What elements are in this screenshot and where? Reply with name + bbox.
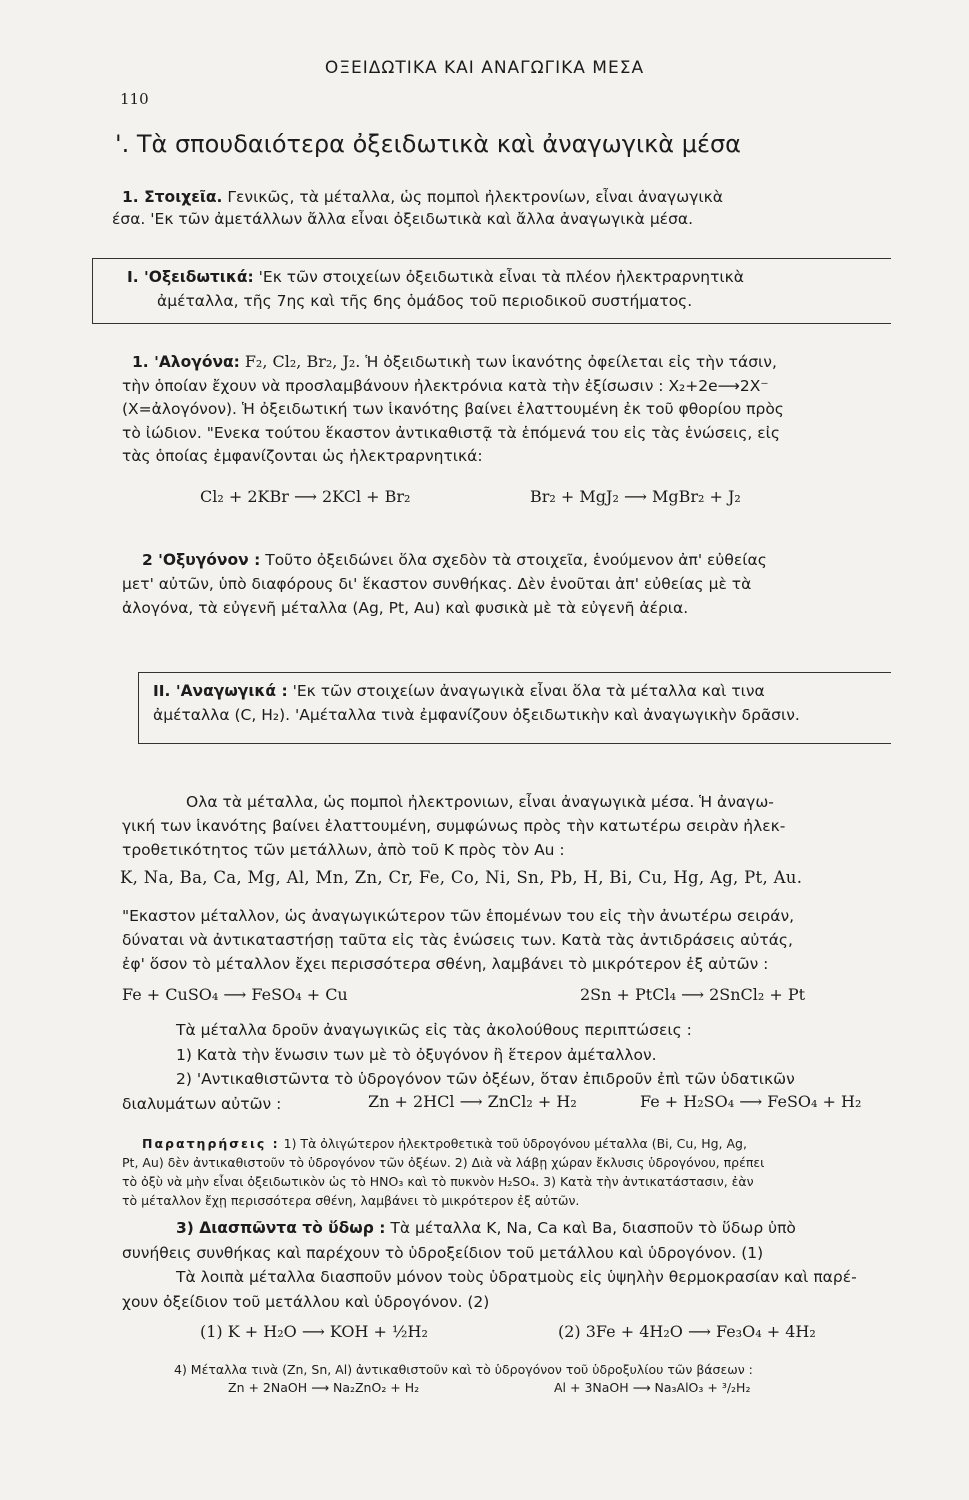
metal-equation-1: Fe + CuSO₄ ⟶ FeSO₄ + Cu: [122, 985, 348, 1004]
halogens-formula: F₂, Cl₂, Br₂, J₂.: [244, 352, 361, 371]
oxidizers-box-text: I. 'Οξειδωτικά: 'Εκ τῶν στοιχείων ὀξειδωτικὰ εἶναι τὰ πλέον ἠλεκτραρνητικὰ ἀμέταλλα, τῆς 7ης καὶ τῆς 6ης ὁμάδος τοῦ περιοδικοῦ συστήματος.: [127, 268, 745, 310]
remarks-note: Παρατηρήσεις : 1) Τὰ ὀλιγώτερον ἠλεκτροθετικὰ τοῦ ὑδρογόνου μέταλλα (Bi, Cu, Hg, Ag, Pt, Au) δὲν ἀντικαθιστοῦν τὸ ὑδρογόνον τῶν ὀξέων. 2) Διὰ νὰ λάβῃ χώραν ἔκλυσις ὑδρογόνου, πρέπει τὸ ὀξὺ νὰ μὴν εἶναι ὀξειδωτικὸν ὡς τὸ HNO₃ καὶ τὸ πυκνὸν H₂SO₄. 3) Κατὰ τὴν ἀντικατάστασιν, ἐὰν τὸ μέταλλον ἔχῃ περισσότερα σθένη, λαμβάνει τὸ μικρότερον ἐξ αὐτῶν.: [122, 1136, 765, 1208]
oxidizers-box: [92, 258, 891, 324]
note-4: 4) Μέταλλα τινὰ (Zn, Sn, Al) ἀντικαθιστοῦν καὶ τὸ ὑδρογόνον τοῦ ὑδροξυλίου τῶν βάσεων :: [174, 1362, 753, 1377]
electrochemical-series: K, Na, Ba, Ca, Mg, Al, Mn, Zn, Cr, Fe, Co, Ni, Sn, Pb, H, Bi, Cu, Hg, Ag, Pt, Au.: [120, 868, 803, 887]
halogen-equation-1: Cl₂ + 2KBr ⟶ 2KCl + Br₂: [200, 487, 411, 506]
acid-equation-2: Fe + H₂SO₄ ⟶ FeSO₄ + H₂: [640, 1092, 862, 1111]
halogens-paragraph: 1. 'Αλογόνα: F₂, Cl₂, Br₂, J₂. Ἡ ὀξειδωτικὴ των ἱκανότης ὀφείλεται εἰς τὴν τάσιν, τὴν ὁποίαν ἔχουν νὰ προσλαμβάνουν ἠλεκτρόνια κατὰ τὴν ἐξίσωσιν : X₂+2e⟶2X⁻ (X=ἀλογόνον). Ἡ ὀξειδωτική των ἱκανότης βαίνει ἐλαττουμένη ἐκ τοῦ φθορίου πρὸς τὸ ἰώδιον. "Ενεκα τούτου ἕκαστον ἀντικαθιστᾷ τὰ ἑπόμενά του εἰς τὰς ἑνώσεις, εἰς τὰς ὁποίας ἐμφανίζονται ὡς ἠλεκτραρνητικά:: [122, 352, 784, 465]
oxygen-paragraph: 2 'Οξυγόνον : Τοῦτο ὀξειδώνει ὅλα σχεδὸν τὰ στοιχεῖα, ἑνούμενον ἀπ' εὐθείας μετ' αὐτῶν, ὑπὸ διαφόρους δι' ἕκαστον συνθήκας. Δὲν ἑνοῦται ἀπ' εὐθείας μὲ τὰ ἀλογόνα, τὰ εὐγενῆ μέταλλα (Ag, Pt, Au) καὶ φυσικὰ μὲ τὰ εὐγενῆ ἀέρια.: [122, 551, 767, 617]
oxidizers-label: I. 'Οξειδωτικά:: [127, 268, 254, 286]
acid-equation-1: Zn + 2HCl ⟶ ZnCl₂ + H₂: [368, 1092, 577, 1111]
elements-label: 1. Στοιχεῖα.: [122, 188, 223, 206]
water-equation-1: (1) K + H₂O ⟶ KOH + ½H₂: [200, 1322, 428, 1341]
section-title: '. Τὰ σπουδαιότερα ὀξειδωτικὰ καὶ ἀναγωγικὰ μέσα: [115, 130, 741, 158]
water-equation-2: (2) 3Fe + 4H₂O ⟶ Fe₃O₄ + 4H₂: [558, 1322, 816, 1341]
metal-equation-2: 2Sn + PtCl₄ ⟶ 2SnCl₂ + Pt: [580, 985, 806, 1004]
elements-line-2: έσα. 'Εκ τῶν ἀμετάλλων ἄλλα εἶναι ὀξειδωτικὰ καὶ ἄλλα ἀναγωγικὰ μέσα.: [112, 210, 694, 228]
metals-paragraph: Ολα τὰ μέταλλα, ὡς πομποὶ ἠλεκτρονιων, εἶναι ἀναγωγικὰ μέσα. Ἡ ἀναγω- γική των ἱκανότης βαίνει ἐλαττουμένη, συμφώνως πρὸς τὴν κατωτέρω σειρὰν ἠλεκ- τροθετικότητος τῶν μετάλλων, ἀπὸ τοῦ K πρὸς τὸν Au :: [122, 793, 786, 859]
base-equation-2: Al + 3NaOH ⟶ Na₃AlO₃ + ³/₂H₂: [554, 1380, 751, 1395]
water-label: 3) Διασπῶντα τὸ ὕδωρ :: [176, 1219, 386, 1237]
oxygen-label: 2 'Οξυγόνον :: [142, 551, 261, 569]
water-paragraph: 3) Διασπῶντα τὸ ὕδωρ : Τὰ μέταλλα K, Na, Ca καὶ Ba, διασποῦν τὸ ὕδωρ ὑπὸ συνήθεις συνθήκας καὶ παρέχουν τὸ ὑδροξείδιον τοῦ μετάλλου καὶ ὑδρογόνον. (1) Τὰ λοιπὰ μέταλλα διασποῦν μόνον τοὺς ὑδρατμοὺς εἰς ὑψηλὴν θερμοκρασίαν καὶ παρέ- χουν ὀξείδιον τοῦ μετάλλου καὶ ὑδρογόνον. (2): [122, 1219, 857, 1311]
halogen-equation-2: Br₂ + MgJ₂ ⟶ MgBr₂ + J₂: [530, 487, 741, 506]
page-number: 110: [120, 90, 149, 108]
elements-paragraph: [112, 186, 912, 230]
cases-paragraph: Τὰ μέταλλα δροῦν ἀναγωγικῶς εἰς τὰς ἀκολούθους περιπτώσεις : 1) Κατὰ τὴν ἕνωσιν των μὲ τὸ ὀξυγόνον ἢ ἕτερον ἀμέταλλον. 2) 'Αντικαθιστῶντα τὸ ὑδρογόνον τῶν ὀξέων, ὅταν ἐπιδροῦν ἐπὶ τῶν ὑδατικῶν διαλυμάτων αὐτῶν :: [122, 1021, 795, 1113]
running-title: ΟΞΕΙΔΩΤΙΚΑ ΚΑΙ ΑΝΑΓΩΓΙΚΑ ΜΕΣΑ: [324, 58, 645, 78]
reducers-box-text: II. 'Αναγωγικά : 'Εκ τῶν στοιχείων ἀναγωγικὰ εἶναι ὅλα τὰ μέταλλα καὶ τινα ἀμέταλλα (C, H₂). 'Αμέταλλα τινὰ ἐμφανίζουν ὀξειδωτικὴν καὶ ἀναγωγικὴν δρᾶσιν.: [153, 682, 800, 724]
reducers-label: II. 'Αναγωγικά :: [153, 682, 288, 700]
elements-line-1: 1. Στοιχεῖα. Γενικῶς, τὰ μέταλλα, ὡς πομποὶ ἠλεκτρονίων, εἶναι ἀναγωγικὰ: [122, 188, 723, 206]
halogens-label: 1. 'Αλογόνα:: [132, 353, 240, 371]
reducers-box: [138, 672, 891, 744]
base-equation-1: Zn + 2NaOH ⟶ Na₂ZnO₂ + H₂: [228, 1380, 420, 1395]
metals-paragraph-2: "Εκαστον μέταλλον, ὡς ἀναγωγικώτερον τῶν ἑπομένων του εἰς τὴν ἀνωτέρω σειράν, δύναται νὰ ἀντικαταστήσῃ ταῦτα εἰς τὰς ἑνώσεις των. Κατὰ τὰς ἀντιδράσεις αὐτάς, ἐφ' ὅσον τὸ μέταλλον ἔχει περισσότερα σθένη, λαμβάνει τὸ μικρότερον ἐξ αὐτῶν :: [122, 907, 795, 973]
remarks-label: Παρατηρήσεις :: [142, 1136, 280, 1151]
